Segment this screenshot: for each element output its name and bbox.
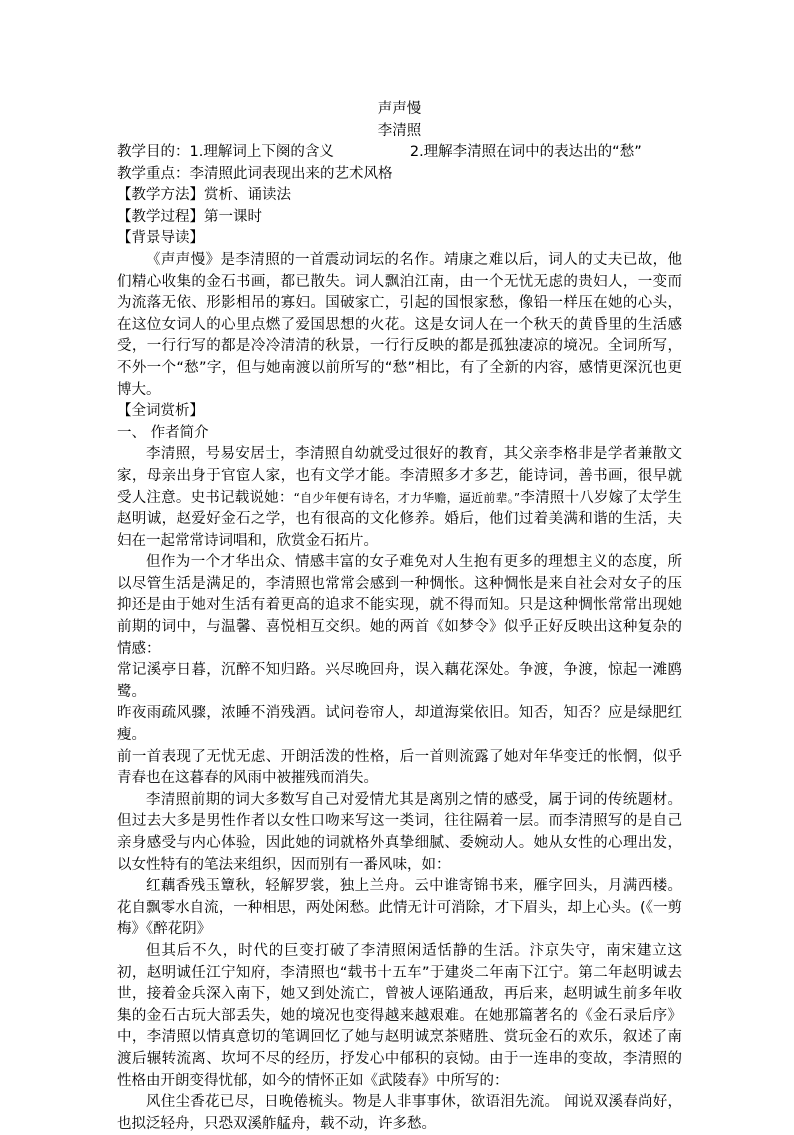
poem-rumengling-1: 常记溪亭日暮，沉醉不知归路。兴尽晚回舟，误入藕花深处。争渡，争渡，惊起一滩鸥鹭。 [117, 662, 682, 700]
teaching-method: 【教学方法】赏析、诵读法 [117, 187, 291, 204]
melancholy-paragraph: 但作为一个才华出众、情感丰富的女子难免对人生抱有更多的理想主义的态度，所以尽管生活是满足的，李清照也常常会感到一种惆怅。这种惆怅是来自社会对女子的压抑还是由于她对生活有着更高的追求不能实现，就不得而知。只是这种惆怅常常出现她前期的词中，与温馨、喜悦相互交织。她的两首《如梦令》似乎正好反映出这种复杂的情感： [117, 554, 682, 657]
later-life-paragraph: 但其后不久，时代的巨变打破了李清照闲适恬静的生活。汴京失守，南宋建立这初，赵明诚任江宁知府，李清照也“载书十五车”于建炎二年南下江宁。第二年赵明诚去世，接着金兵深入南下，她又到处流亡，曾被人诬陷通敌，再后来，赵明诚生前多年收集的金石古玩大部丢失，她的境况也变得越来越艰难。在她那篇著名的《金石录后序》中，李清照以情真意切的笔调回忆了她与赵明诚烹茶赌胜、赏玩金石的欢乐，叙述了南渡后辗转流离、坎坷不尽的经历，抒发心中郁积的哀恸。由于一连串的变故，李清照的性格由开朗变得忧郁，如今的情怀正如《武陵春》中所写的： [117, 942, 682, 1089]
appreciation-heading: 【全词赏析】 [117, 403, 204, 420]
background-heading: 【背景导读】 [117, 230, 204, 247]
author-intro-paragraph [117, 444, 682, 552]
teaching-goals [117, 142, 682, 164]
history-quote: “自少年便有诗名，才力华赡，逼近前辈。” [293, 490, 521, 505]
document-title: 声声慢 [377, 101, 422, 117]
teaching-process: 【教学过程】第一课时 [117, 208, 262, 225]
poem-rumengling-2: 昨夜雨疏风骤，浓睡不消残酒。试问卷帘人，却道海棠依旧。知否，知否？应是绿肥红瘦。 [117, 705, 682, 744]
document-author: 李清照 [377, 123, 422, 139]
document-page [117, 98, 682, 1135]
teaching-goal-2: 2.理解李清照在词中的表达出的“愁” [409, 144, 642, 160]
author-intro-text-a: 李清照，号易安居士，李清照自幼就受过很好的教育，其父亲李格非是学者兼散文家，母亲出身于官宦人家，也有文学才能。李清照多才多艺，能诗词，善书画，很早就受人注意。史书记载说她： [117, 446, 682, 506]
poem-wulingchun: 风住尘香花已尽，日晚倦梳头。物是人非事事休，欲语泪先流。 闻说双溪春尚好，也拟泛轻舟，只恐双溪舴艋舟，载不动，许多愁。 [117, 1094, 682, 1132]
early-works-paragraph: 李清照前期的词大多数写自己对爱情尤其是离别之情的感受，属于词的传统题材。但过去大多是男性作者以女性口吻来写这一类词，往往隔着一层。而李清照写的是自己亲身感受与内心体验，因此她的词就格外真挚细腻、委婉动人。她从女性的心理出发，以女性特有的笔法来组织，因而别有一番风味，如： [117, 791, 682, 873]
teaching-goal-1: 1.理解词上下阕的含义 [189, 144, 334, 160]
teaching-goals-label: 教学目的： [117, 144, 190, 160]
poem-comment-paragraph: 前一首表现了无忧无虑、开朗活泼的性格，后一首则流露了她对年华变迁的怅惘，似乎青春也在这暮春的风雨中被摧残而消失。 [117, 748, 682, 787]
poem-yijianmei: 红藕香残玉簟秋，轻解罗裳，独上兰舟。云中谁寄锦书来，雁字回头，月满西楼。 花自飘零水自流，一种相思，两处闲愁。此情无计可消除，才下眉头，却上心头。(《一剪梅》《醉花阴》 [117, 878, 682, 938]
author-intro-text-b: 李清照十八岁嫁了太学生赵明诚，赵爱好金石之学，也有很高的文化修养。婚后，他们过着美满和谐的生活，夫妇在一起常常诗词唱和，欣赏金石拓片。 [117, 489, 683, 549]
background-paragraph: 《声声慢》是李清照的一首震动词坛的名作。靖康之难以后，词人的丈夫已故，他们精心收集的金石书画，都已散失。词人飘泊江南，由一个无忧无虑的贵妇人，一变而为流落无依、形影相吊的寡妇。国破家亡，引起的国恨家愁，像铅一样压在她的心头，在这位女词人的心里点燃了爱国思想的火花。这是女词人在一个秋天的黄昏里的生活感受，一行行写的都是冷冷清清的秋景，一行行反映的都是孤独凄凉的境况。全词所写，不外一个“愁”字，但与她南渡以前所写的“愁”相比，有了全新的内容，感情更深沉也更博大。 [117, 251, 682, 398]
teaching-focus: 教学重点：李清照此词表现出来的艺术风格 [117, 165, 393, 182]
author-intro-heading: 一、 作者简介 [117, 424, 209, 441]
